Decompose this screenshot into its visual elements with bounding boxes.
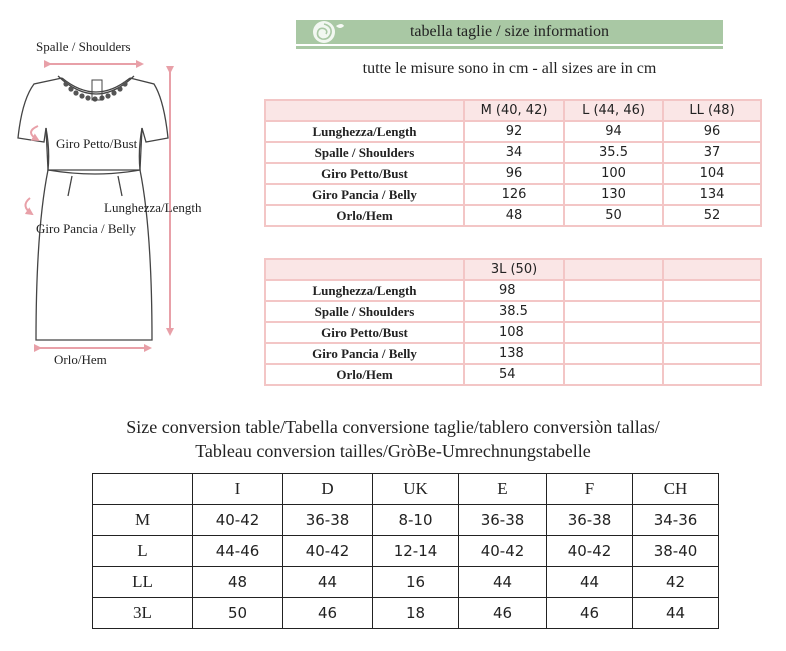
table-row [265,301,761,322]
header-cell: F [547,474,633,505]
table-cell: 34 [464,142,564,163]
table-cell: 42 [633,567,719,598]
table-cell: 104 [663,163,761,184]
table-cell: 46 [547,598,633,629]
table-row [265,121,761,142]
row-label: M [93,505,193,536]
header-cell: 3L (50) [464,259,564,280]
table-cell: 40-42 [283,536,373,567]
table-cell [663,301,761,322]
header-cell-empty [265,100,464,121]
table-cell: 34-36 [633,505,719,536]
row-label: Orlo/Hem [265,205,464,226]
table-cell: 46 [459,598,547,629]
table-cell: 12-14 [373,536,459,567]
table-cell: 44 [633,598,719,629]
table-cell: 130 [564,184,663,205]
table-row [265,280,761,301]
length-label: Lunghezza/Length [104,200,202,215]
bust-label: Giro Petto/Bust [56,136,138,151]
table-cell: 44-46 [193,536,283,567]
row-label: 3L [93,598,193,629]
row-label: Spalle / Shoulders [265,301,464,322]
shoulders-label: Spalle / Shoulders [36,39,131,54]
table-row [93,598,719,629]
table-cell: 35.5 [564,142,663,163]
hem-label: Orlo/Hem [54,352,107,367]
table-cell: 48 [464,205,564,226]
conversion-table [92,473,719,629]
table-row [93,567,719,598]
conversion-title-line-2: Tableau conversion tailles/GròBe-Umrechnungstabelle [195,441,591,461]
table-cell [663,343,761,364]
header-cell [663,259,761,280]
header-cell: M (40, 42) [464,100,564,121]
table-cell: 92 [464,121,564,142]
dress-diagram [0,0,260,380]
table-cell: 94 [564,121,663,142]
table-cell: 54 [464,364,564,385]
size-table [264,99,762,227]
header-cell: CH [633,474,719,505]
header-banner [296,20,723,48]
header-subtitle: tutte le misure sono in cm - all sizes are in cm [362,60,657,77]
table-cell: 38.5 [464,301,564,322]
header-cell: D [283,474,373,505]
table-cell: 38-40 [633,536,719,567]
table-cell [564,322,663,343]
size-table-2-header [265,259,761,280]
table-row [265,343,761,364]
table-cell: 50 [564,205,663,226]
table-row [265,364,761,385]
banner-underline [296,46,723,49]
table-cell: 44 [459,567,547,598]
row-label: Giro Petto/Bust [265,163,464,184]
table-cell [564,343,663,364]
row-label: Lunghezza/Length [265,280,464,301]
header-cell-empty [93,474,193,505]
conversion-title-line-1: Size conversion table/Tabella conversione taglie/tablero conversiòn tallas/ [126,417,660,437]
table-cell: 44 [283,567,373,598]
table-cell: 36-38 [459,505,547,536]
header-cell: UK [373,474,459,505]
dress-illustration [0,0,260,380]
header-cell [564,259,663,280]
header-cell-empty [265,259,464,280]
conversion-title [60,415,726,463]
row-label: Orlo/Hem [265,364,464,385]
table-cell: 36-38 [547,505,633,536]
row-label: Lunghezza/Length [265,121,464,142]
table-cell: 126 [464,184,564,205]
table-cell: 96 [663,121,761,142]
table-cell: 46 [283,598,373,629]
table-cell [564,364,663,385]
table-cell [564,280,663,301]
belly-label: Giro Pancia / Belly [36,221,137,236]
table-cell: 44 [547,567,633,598]
table-cell [663,322,761,343]
table-cell: 48 [193,567,283,598]
table-cell: 134 [663,184,761,205]
table-cell: 36-38 [283,505,373,536]
row-label: Giro Pancia / Belly [265,184,464,205]
table-cell [564,301,663,322]
table-row [265,322,761,343]
header-cell: LL (48) [663,100,761,121]
table-cell [663,280,761,301]
table-cell: 96 [464,163,564,184]
row-label: L [93,536,193,567]
table-cell: 16 [373,567,459,598]
size-table-header [265,100,761,121]
header-cell: E [459,474,547,505]
table-row [93,505,719,536]
table-row [93,536,719,567]
header-cell: L (44, 46) [564,100,663,121]
table-cell [663,364,761,385]
table-row [265,142,761,163]
row-label: Giro Petto/Bust [265,322,464,343]
table-cell: 40-42 [547,536,633,567]
table-cell: 40-42 [459,536,547,567]
table-cell: 40-42 [193,505,283,536]
size-table-2 [264,258,762,386]
table-cell: 18 [373,598,459,629]
row-label: Giro Pancia / Belly [265,343,464,364]
table-cell: 50 [193,598,283,629]
header-title: tabella taglie / size information [409,23,610,40]
conversion-header-row [93,474,719,505]
table-cell: 100 [564,163,663,184]
table-row [265,163,761,184]
table-row [265,205,761,226]
table-row [265,184,761,205]
table-cell: 108 [464,322,564,343]
table-cell: 98 [464,280,564,301]
table-cell: 52 [663,205,761,226]
table-cell: 138 [464,343,564,364]
table-cell: 37 [663,142,761,163]
row-label: Spalle / Shoulders [265,142,464,163]
table-cell: 8-10 [373,505,459,536]
header-cell: I [193,474,283,505]
row-label: LL [93,567,193,598]
